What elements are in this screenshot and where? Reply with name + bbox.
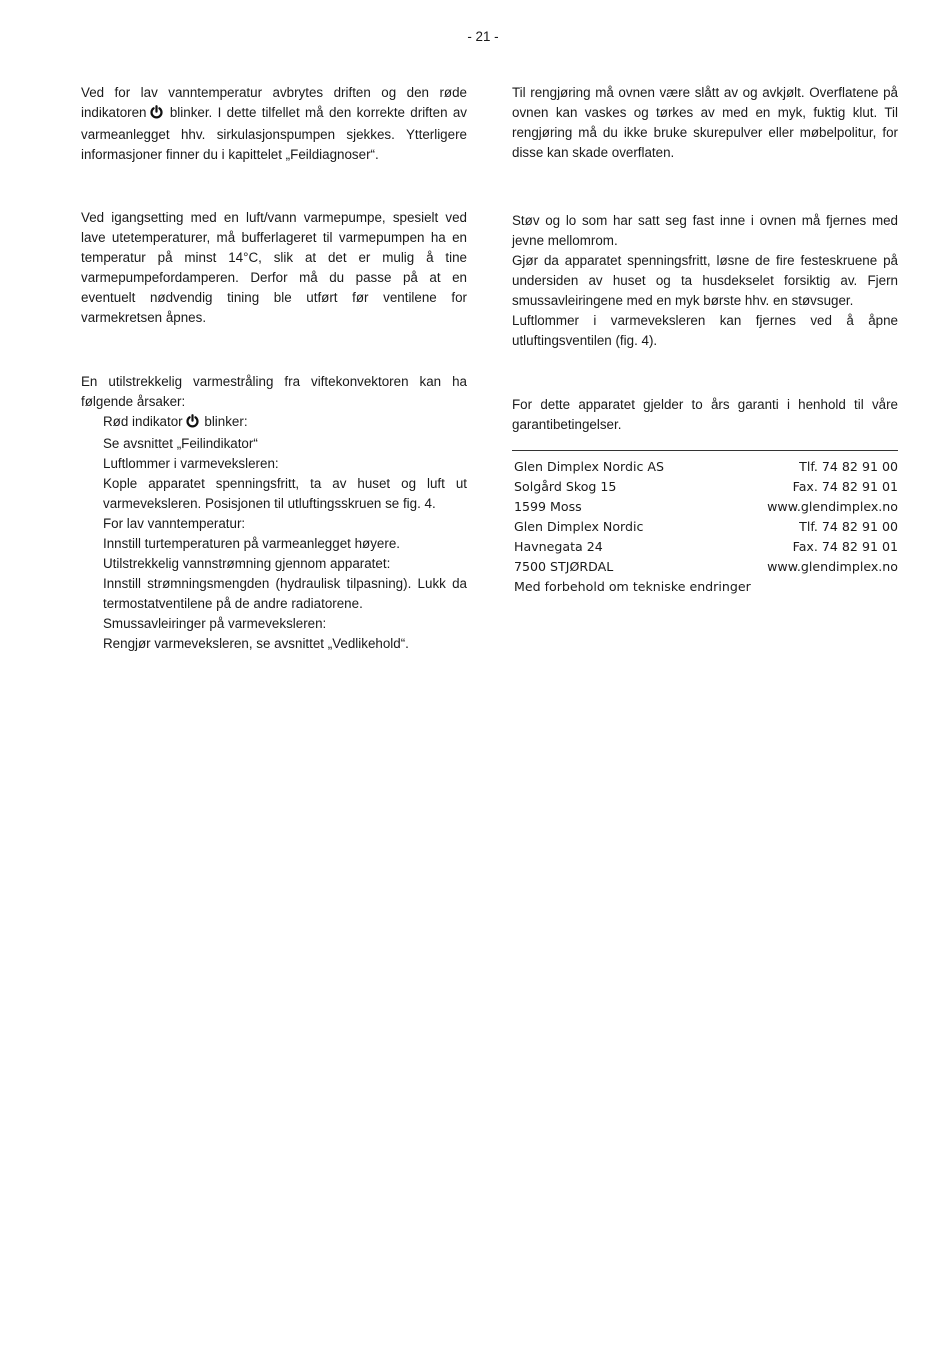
- insufficient-heating-intro: [81, 372, 467, 412]
- contact-address: 1599 Moss: [514, 499, 582, 514]
- contact-website: www.glendimplex.no: [767, 559, 898, 574]
- contact-row: [514, 537, 898, 557]
- paragraph-text-before-icon: Ved for lav vanntemperatur avbrytes driften og den røde indikatoren: [81, 85, 467, 120]
- power-icon: [186, 414, 199, 434]
- paragraph-text: Gjør da apparatet spenningsfritt, løsne de fire festeskruene på undersiden av huset og ta husdekselet forsiktig av. Fjern smussavleiringene med en myk børste hhv. en støvsuger.: [512, 253, 898, 308]
- list-item-text: blinker:: [204, 414, 248, 429]
- contact-divider: [512, 450, 898, 451]
- contact-phone: Tlf. 74 82 91 00: [799, 459, 898, 474]
- contact-address: Solgård Skog 15: [514, 479, 617, 494]
- list-item: Smussavleiringer på varmeveksleren:: [103, 616, 327, 631]
- contact-row: [514, 557, 898, 577]
- contact-address: 7500 STJØRDAL: [514, 559, 614, 574]
- low-water-temperature-paragraph: [81, 83, 467, 165]
- paragraph-text: Støv og lo som har satt seg fast inne i ovnen må fjernes med jevne mellomrom.: [512, 213, 898, 248]
- contact-address: Glen Dimplex Nordic AS: [514, 459, 665, 474]
- list-item: Rengjør varmeveksleren, se avsnittet „Vedlikehold“.: [103, 636, 409, 651]
- list-item: [103, 412, 467, 434]
- contact-address: Havnegata 24: [514, 539, 603, 554]
- maintenance-paragraph: [512, 211, 898, 351]
- contact-row: [514, 497, 898, 517]
- list-item: Se avsnittet „Feilindikator“: [103, 436, 258, 451]
- cleaning-paragraph: [512, 83, 898, 163]
- list-item: Kople apparatet spenningsfritt, ta av huset og luft ut varmeveksleren. Posisjonen til utluftingsskruen se fig. 4.: [103, 476, 467, 511]
- contact-footer-text: Med forbehold om tekniske endringer: [514, 579, 751, 594]
- list-item: For lav vanntemperatur:: [103, 516, 246, 531]
- contact-row: [514, 517, 898, 537]
- warranty-paragraph: [512, 395, 898, 435]
- paragraph-text: En utilstrekkelig varmestråling fra viftekonvektoren kan ha følgende årsaker:: [81, 374, 467, 409]
- list-item: Innstill strømningsmengden (hydraulisk tilpasning). Lukk da termostatventilene på de andre radiatorene.: [103, 576, 467, 611]
- contact-website: www.glendimplex.no: [767, 499, 898, 514]
- power-icon: [150, 105, 163, 125]
- paragraph-text-after-icon: blinker. I dette tilfellet må den korrekte driften av varmeanlegget hhv. sirkulasjonspumpen sjekkes. Ytterligere informasjoner finner du i kapittelet „Feildiagnoser“.: [81, 105, 467, 162]
- contact-address: Glen Dimplex Nordic: [514, 519, 644, 534]
- page-number: - 21 -: [467, 29, 499, 44]
- paragraph-text: For dette apparatet gjelder to års garanti i henhold til våre garantibetingelser.: [512, 397, 898, 432]
- contact-row: [514, 457, 898, 477]
- contact-block: [514, 457, 898, 597]
- list-item: Luftlommer i varmeveksleren:: [103, 456, 279, 471]
- list-item: Utilstrekkelig vannstrømning gjennom apparatet:: [103, 556, 391, 571]
- causes-list: [103, 412, 467, 654]
- contact-fax: Fax. 74 82 91 01: [792, 479, 898, 494]
- list-item-text: Rød indikator: [103, 414, 183, 429]
- paragraph-text: Ved igangsetting med en luft/vann varmepumpe, spesielt ved lave utetemperaturer, må bufferlageret til varmepumpen ha en temperatur på minst 14°C, slik at det er mulig å tine varmepumpefordamperen. Derfor må du passe på at en eventuelt nødvendig tining ble utført før ventilene for varmekretsen åpnes.: [81, 210, 467, 325]
- contact-fax: Fax. 74 82 91 01: [792, 539, 898, 554]
- heat-pump-startup-paragraph: [81, 208, 467, 328]
- paragraph-text: Til rengjøring må ovnen være slått av og avkjølt. Overflatene på ovnen kan vaskes og tørkes av med en myk, fuktig klut. Til rengjøring må du ikke bruke skurepulver eller møbelpolitur, for disse kan skade overflaten.: [512, 85, 898, 160]
- list-item: Innstill turtemperaturen på varmeanlegget høyere.: [103, 536, 400, 551]
- contact-footer: [514, 577, 898, 597]
- contact-phone: Tlf. 74 82 91 00: [799, 519, 898, 534]
- paragraph-text: Luftlommer i varmeveksleren kan fjernes ved å åpne utluftingsventilen (fig. 4).: [512, 313, 898, 348]
- contact-row: [514, 477, 898, 497]
